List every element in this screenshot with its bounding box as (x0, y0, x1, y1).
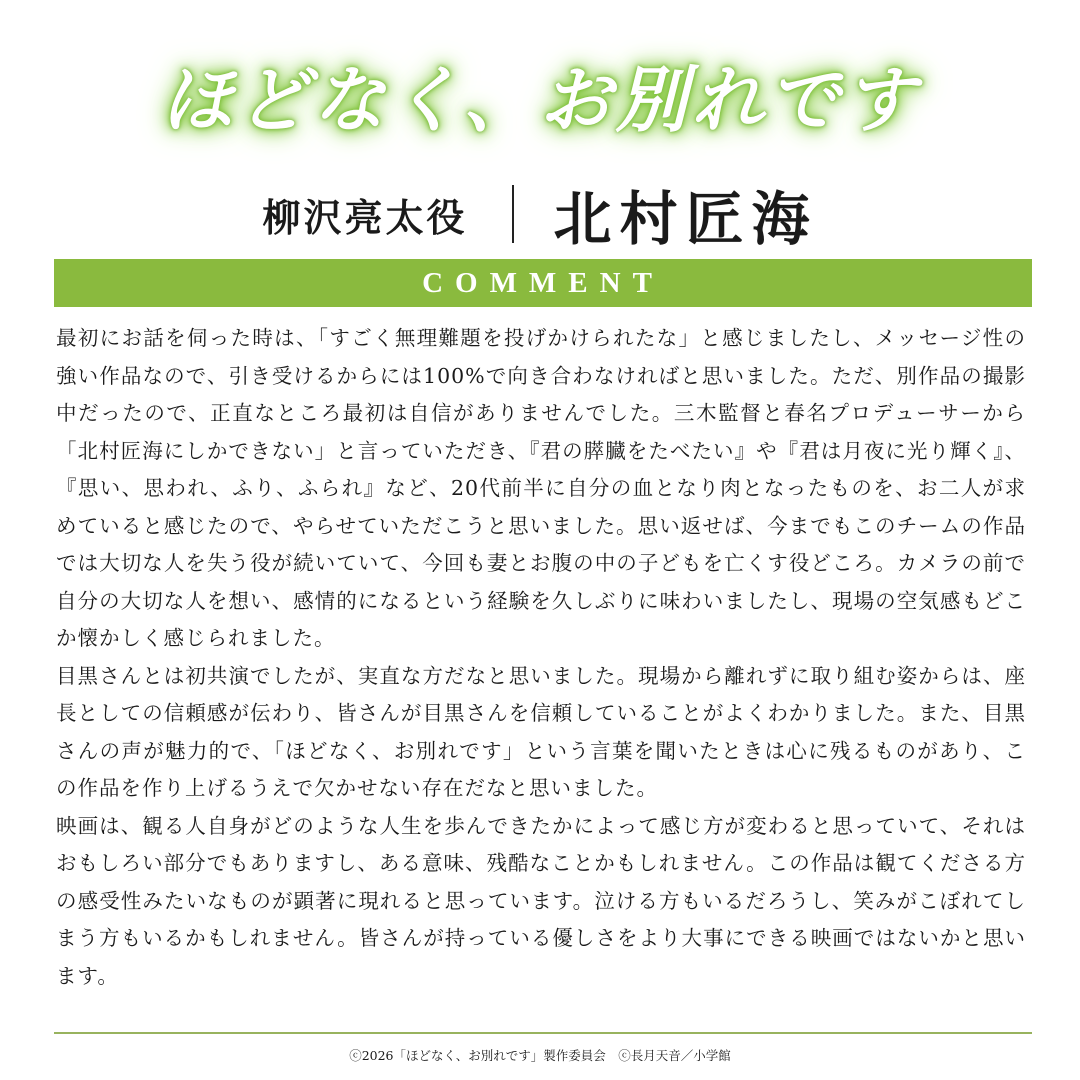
actor-name: 北村匠海 (553, 185, 818, 253)
role-credit (0, 172, 1080, 256)
comment-paragraph: 最初にお話を伺った時は、「すごく無理難題を投げかけられたな」と感じましたし、メッセージ性の強い作品なので、引き受けるからには100%で向き合わなければと思いました。ただ、別作品の撮影中だったので、正直なところ最初は自信がありませんでした。三木監督と春名プロデューサーから「北村匠海にしかできない」と言っていただき、『君の膵臓をたべたい』や『君は月夜に光り輝く』、『思い、思われ、ふり、ふられ』など、20代前半に自分の血となり肉となったものを、お二人が求めていると感じたので、やらせていただこうと思いました。思い返せば、今までもこのチームの作品では大切な人を失う役が続いていて、今回も妻とお腹の中の子どもを亡くす役どころ。カメラの前で自分の大切な人を想い、感情的になるという経験を久しぶりに味わいましたし、現場の空気感もどこか懐かしく感じられました。 (56, 326, 1026, 650)
comment-header-bar (54, 259, 1032, 307)
comment-body (56, 320, 1026, 995)
comment-paragraph: 目黒さんとは初共演でしたが、実直な方だなと思いました。現場から離れずに取り組む姿からは、座長としての信頼感が伝わり、皆さんが目黒さんを信頼していることがよくわかりました。また、目黒さんの声が魅力的で、「ほどなく、お別れです」という言葉を聞いたときは心に残るものがあり、この作品を作り上げるうえで欠かせない存在だなと思いました。 (56, 663, 1026, 800)
movie-title: ほどなく、お別れです (160, 57, 920, 142)
copyright-footer: ⓒ2026「ほどなく、お別れです」製作委員会 ⓒ長月天音／小学館 (349, 1048, 731, 1063)
vertical-divider (512, 185, 514, 243)
comment-label: COMMENT (422, 266, 664, 299)
character-name: 柳沢亮太役 (262, 194, 468, 240)
bottom-rule (54, 1032, 1032, 1034)
comment-paragraph: 映画は、観る人自身がどのような人生を歩んできたかによって感じ方が変わると思っていて、それはおもしろい部分でもありますし、ある意味、残酷なことかもしれません。この作品は観てくださる方の感受性みたいなものが顕著に現れると思っています。泣ける方もいるだろうし、笑みがこぼれてしまう方もいるかもしれません。皆さんが持っている優しさをより大事にできる映画ではないかと思います。 (56, 813, 1026, 988)
